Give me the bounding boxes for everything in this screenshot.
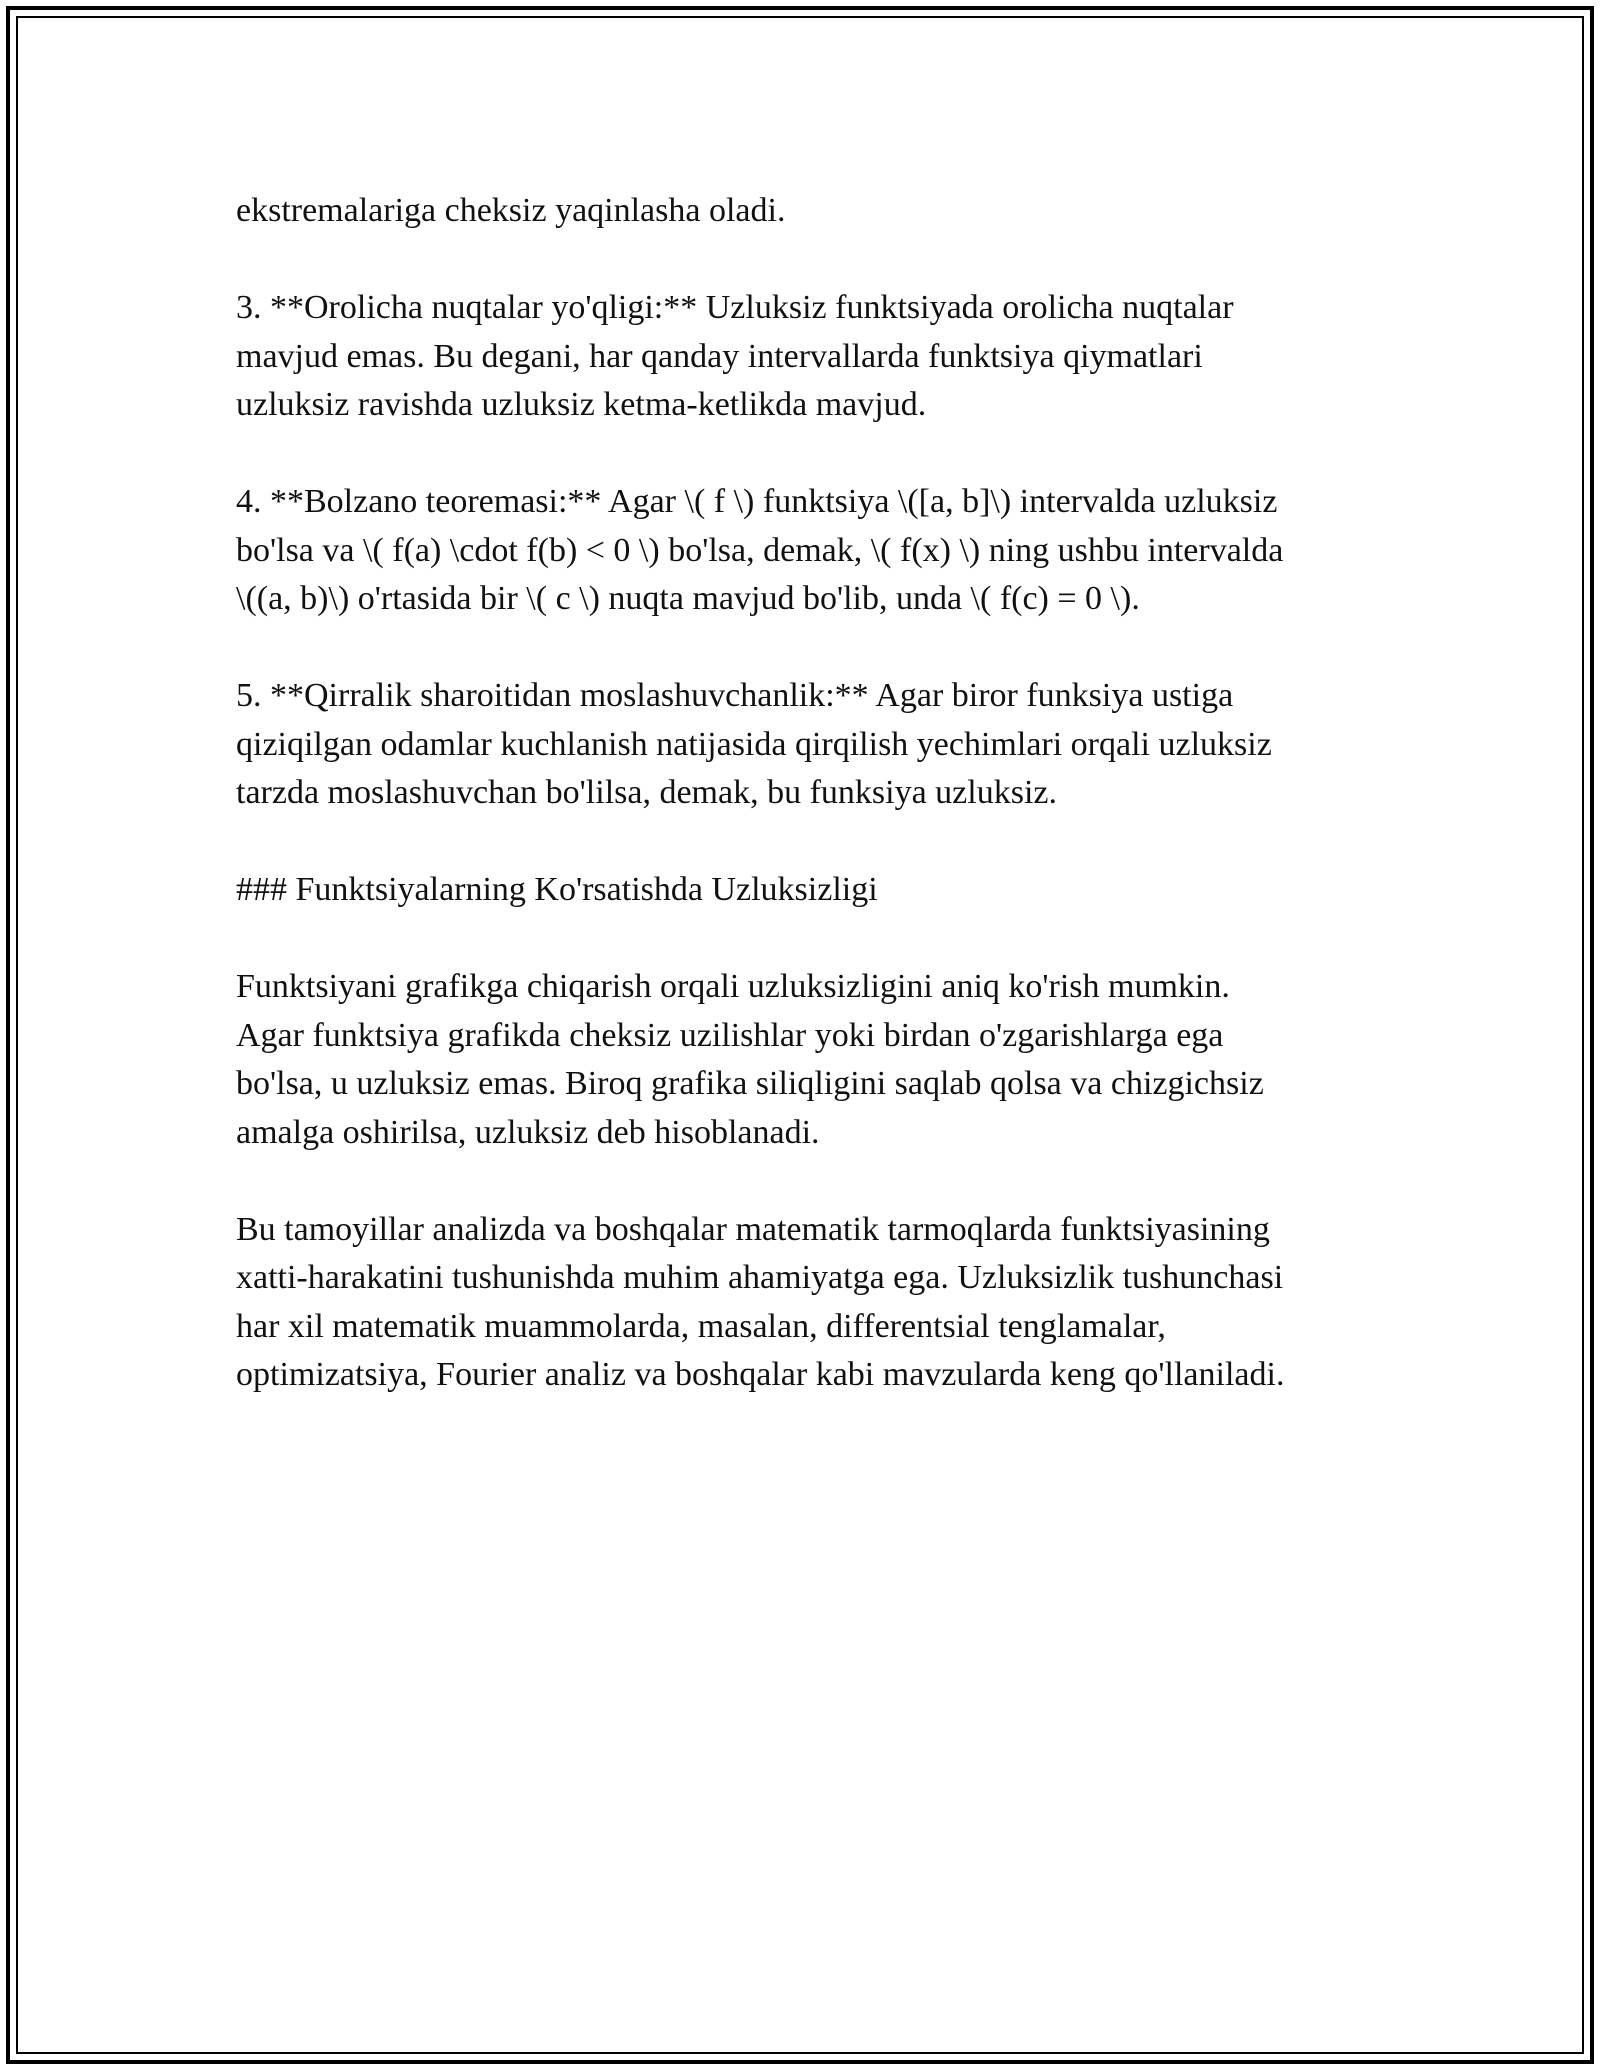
text-line: qiziqilgan odamlar kuchlanish natijasida qirqilish yechimlari orqali uzluksiz [236,725,1272,763]
text-line: bo'lsa, u uzluksiz emas. Biroq grafika siliqligini saqlab qolsa va chizgichsiz [236,1065,1264,1102]
document-body [236,187,1416,1400]
text-line: tarzda moslashuvchan bo'lilsa, demak, bu funksiya uzluksiz. [236,774,1057,811]
text-line: Agar funktsiya grafikda cheksiz uzilishlar yoki birdan o'zgarishlarga ega [236,1016,1224,1054]
text-line: xatti-harakatini tushunishda muhim ahamiyatga ega. Uzluksizlik tushunchasi [236,1259,1284,1296]
paragraph-conclusion [236,1206,1416,1400]
text-line: amalga oshirilsa, uzluksiz deb hisoblanadi. [236,1113,820,1151]
text-line: optimizatsiya, Fourier analiz va boshqalar kabi mavzularda keng qo'llaniladi. [236,1356,1285,1393]
section-heading [236,866,1416,915]
paragraph-item-3 [236,284,1416,430]
text-line: mavjud emas. Bu degani, har qanday intervallarda funktsiya qiymatlari [236,337,1203,375]
text-line: ### Funktsiyalarning Ko'rsatishda Uzluksizligi [236,871,878,908]
paragraph-item-5 [236,672,1416,818]
text-line: har xil matematik muammolarda, masalan, differentsial tenglamalar, [236,1307,1166,1345]
text-line: ekstremalariga cheksiz yaqinlasha oladi. [236,192,786,229]
text-line: \((a, b)\) o'rtasida bir \( c \) nuqta mavjud bo'lib, unda \( f(c) = 0 \). [236,580,1140,617]
text-line: 4. **Bolzano teoremasi:** Agar \( f \) funktsiya \([a, b]\) intervalda uzluksiz [236,483,1278,520]
text-line: 3. **Orolicha nuqtalar yo'qligi:** Uzluksiz funktsiyada orolicha nuqtalar [236,289,1234,326]
text-line: uzluksiz ravishda uzluksiz ketma-ketlikda mavjud. [236,386,927,423]
text-line: bo'lsa va \( f(a) \cdot f(b) < 0 \) bo'lsa, demak, \( f(x) \) ning ushbu intervalda [236,531,1284,569]
paragraph-item-4 [236,478,1416,624]
text-line: Bu tamoyillar analizda va boshqalar matematik tarmoqlarda funktsiyasining [236,1210,1270,1248]
text-line: Funktsiyani grafikga chiqarish orqali uzluksizligini aniq ko'rish mumkin. [236,968,1230,1005]
paragraph-continuation [236,187,1416,236]
paragraph-graph-continuity [236,963,1416,1157]
text-line: 5. **Qirralik sharoitidan moslashuvchanlik:** Agar biror funksiya ustiga [236,677,1234,714]
